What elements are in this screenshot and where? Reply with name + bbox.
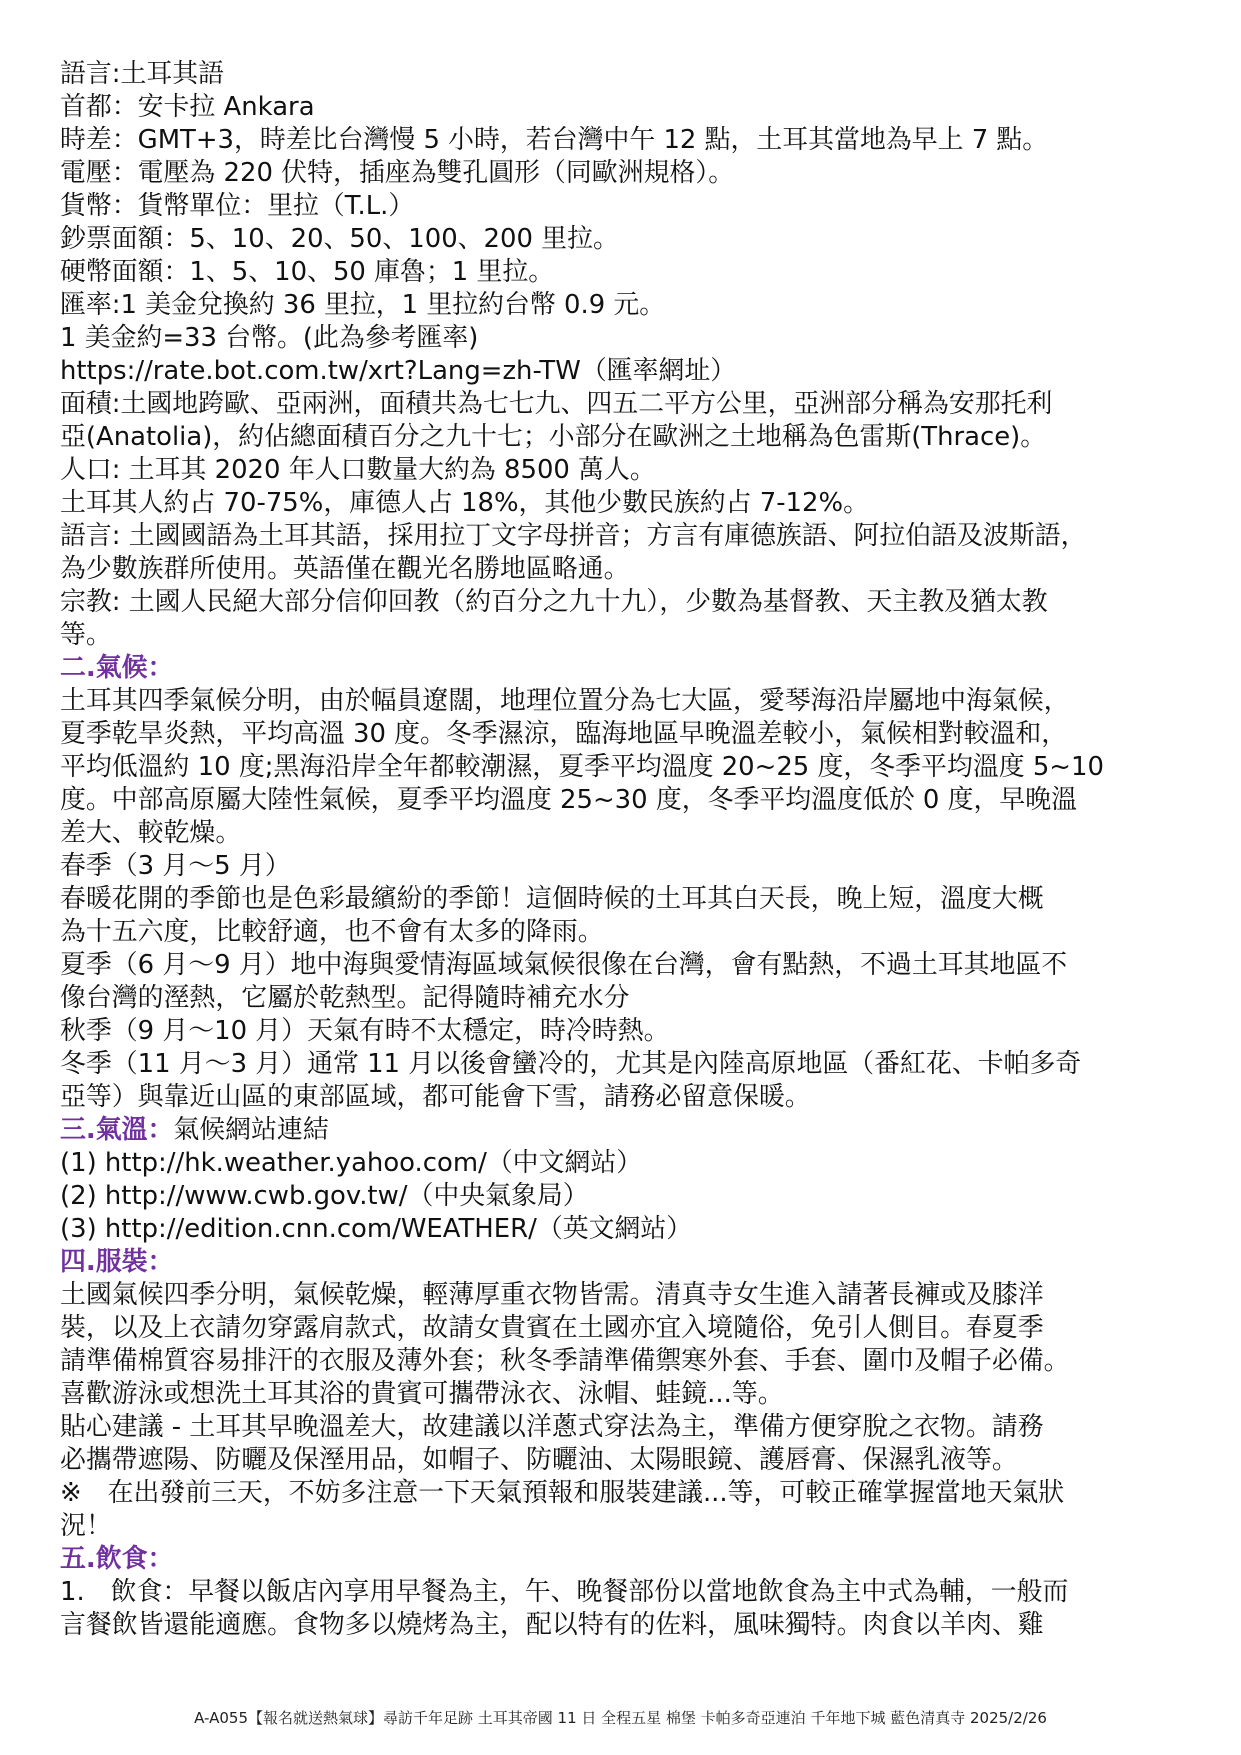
clothing-line: 喜歡游泳或想洗土耳其浴的貴賓可攜帶泳衣、泳帽、蛙鏡...等。 (60, 1379, 784, 1409)
climate-line: 土耳其四季氣候分明，由於幅員遼闊，地理位置分為七大區，愛琴海沿岸屬地中海氣候， (60, 686, 1070, 716)
intro-line: https://rate.bot.com.tw/xrt?Lang=zh-TW（匯率網址） (60, 356, 737, 386)
intro-line: 硬幣面額：1、5、10、50 庫魯；1 里拉。 (60, 257, 555, 287)
food-heading: 五.飲食： (60, 1544, 174, 1574)
temperature-heading-row (60, 1114, 1185, 1147)
intro-line: 語言:土耳其語 (60, 59, 225, 89)
climate-heading: 二.氣候： (60, 653, 174, 683)
food-line: 言餐飲皆還能適應。食物多以燒烤為主，配以特有的佐料，風味獨特。肉食以羊肉、雞 (60, 1610, 1044, 1640)
climate-line: 春暖花開的季節也是色彩最繽紛的季節！這個時候的土耳其白天長，晚上短，溫度大概 (60, 884, 1044, 914)
clothing-line: 裝，以及上衣請勿穿露肩款式，故請女貴賓在土國亦宜入境隨俗，免引人側目。春夏季 (60, 1313, 1044, 1343)
intro-line: 鈔票面額：5、10、20、50、100、200 里拉。 (60, 224, 619, 254)
climate-line: 平均低溫約 10 度;黑海沿岸全年都較潮濕，夏季平均溫度 20~25 度，冬季平均溫度 5~10 (60, 752, 1104, 782)
temperature-section (60, 1114, 1190, 1246)
clothing-heading: 四.服裝： (60, 1247, 174, 1277)
clothing-line: ※ 在出發前三天，不妨多注意一下天氣預報和服裝建議...等，可較正確掌握當地天氣狀 (60, 1478, 1065, 1508)
document-body (60, 58, 1190, 1642)
climate-line: 像台灣的溼熱，它屬於乾熱型。記得隨時補充水分 (60, 983, 630, 1013)
intro-line: 等。 (60, 620, 112, 650)
climate-line: 度。中部高原屬大陸性氣候，夏季平均溫度 25~30 度，冬季平均溫度低於 0 度，早晚溫 (60, 785, 1078, 815)
page-footer: A-A055【報名就送熱氣球】尋訪千年足跡 土耳其帝國 11 日 全程五星 棉堡 卡帕多奇亞連泊 千年地下城 藍色清真寺 2025/2/26 (194, 1709, 1047, 1727)
climate-line: 夏季乾旱炎熱，平均高溫 30 度。冬季濕涼，臨海地區早晚溫差較小，氣候相對較溫和， (60, 719, 1068, 749)
climate-line: 差大、較乾燥。 (60, 818, 242, 848)
intro-line: 1 美金約=33 台幣。(此為參考匯率) (60, 323, 479, 353)
climate-line: 春季（3 月～5 月） (60, 851, 291, 881)
weather-links-label: 氣候網站連結 (173, 1115, 329, 1145)
clothing-line: 土國氣候四季分明，氣候乾燥，輕薄厚重衣物皆需。清真寺女生進入請著長褲或及膝洋 (60, 1280, 1044, 1310)
intro-line: 語言: 土國國語為土耳其語，採用拉丁文字母拼音；方言有庫德族語、阿拉伯語及波斯語， (60, 521, 1087, 551)
intro-line: 宗教: 土國人民絕大部分信仰回教（約百分之九十九），少數為基督教、天主教及猶太教 (60, 587, 1048, 617)
temperature-heading: 三.氣溫： (60, 1115, 174, 1145)
food-line: 1. 飲食：早餐以飯店內享用早餐為主，午、晚餐部份以當地飲食為主中式為輔，一般而 (60, 1577, 1069, 1607)
weather-link[interactable]: (3) http://edition.cnn.com/WEATHER/（英文網站） (60, 1214, 693, 1244)
intro-section (60, 58, 1190, 652)
clothing-line: 況！ (60, 1511, 112, 1541)
clothing-line: 請準備棉質容易排汗的衣服及薄外套；秋冬季請準備禦寒外套、手套、圍巾及帽子必備。 (60, 1346, 1070, 1376)
climate-line: 為十五六度，比較舒適，也不會有太多的降雨。 (60, 917, 604, 947)
intro-line: 為少數族群所使用。英語僅在觀光名勝地區略通。 (60, 554, 630, 584)
intro-line: 亞(Anatolia)，約佔總面積百分之九十七；小部分在歐洲之土地稱為色雷斯(Thrace)。 (60, 422, 1047, 452)
intro-line: 時差：GMT+3，時差比台灣慢 5 小時，若台灣中午 12 點，土耳其當地為早上 7 點。 (60, 125, 1049, 155)
climate-section (60, 652, 1190, 1114)
clothing-line: 必攜帶遮陽、防曬及保溼用品，如帽子、防曬油、太陽眼鏡、護唇膏、保濕乳液等。 (60, 1445, 1018, 1475)
climate-line: 冬季（11 月～3 月）通常 11 月以後會蠻冷的，尤其是內陸高原地區（番紅花、卡帕多奇 (60, 1049, 1082, 1079)
climate-line: 亞等）與靠近山區的東部區域，都可能會下雪，請務必留意保暖。 (60, 1082, 811, 1112)
climate-line: 夏季（6 月～9 月）地中海與愛情海區域氣候很像在台灣，會有點熱，不過土耳其地區不 (60, 950, 1068, 980)
intro-line: 匯率:1 美金兌換約 36 里拉，1 里拉約台幣 0.9 元。 (60, 290, 666, 320)
clothing-line: 貼心建議 - 土耳其早晚溫差大，故建議以洋蔥式穿法為主，準備方便穿脫之衣物。請務 (60, 1412, 1044, 1442)
weather-link[interactable]: (2) http://www.cwb.gov.tw/（中央氣象局） (60, 1181, 589, 1211)
intro-line: 電壓：電壓為 220 伏特，插座為雙孔圓形（同歐洲規格）。 (60, 158, 735, 188)
intro-line: 貨幣：貨幣單位：里拉（T.L.） (60, 191, 415, 221)
intro-line: 面積:土國地跨歐、亞兩洲，面積共為七七九、四五二平方公里，亞洲部分稱為安那托利 (60, 389, 1053, 419)
intro-line: 人口: 土耳其 2020 年人口數量大約為 8500 萬人。 (60, 455, 656, 485)
weather-link[interactable]: (1) http://hk.weather.yahoo.com/（中文網站） (60, 1148, 643, 1178)
clothing-section (60, 1246, 1190, 1543)
intro-line: 土耳其人約占 70-75%，庫德人占 18%，其他少數民族約占 7-12%。 (60, 488, 869, 518)
climate-line: 秋季（9 月～10 月）天氣有時不太穩定，時冷時熱。 (60, 1016, 670, 1046)
intro-line: 首都：安卡拉 Ankara (60, 92, 315, 122)
food-section (60, 1543, 1190, 1642)
